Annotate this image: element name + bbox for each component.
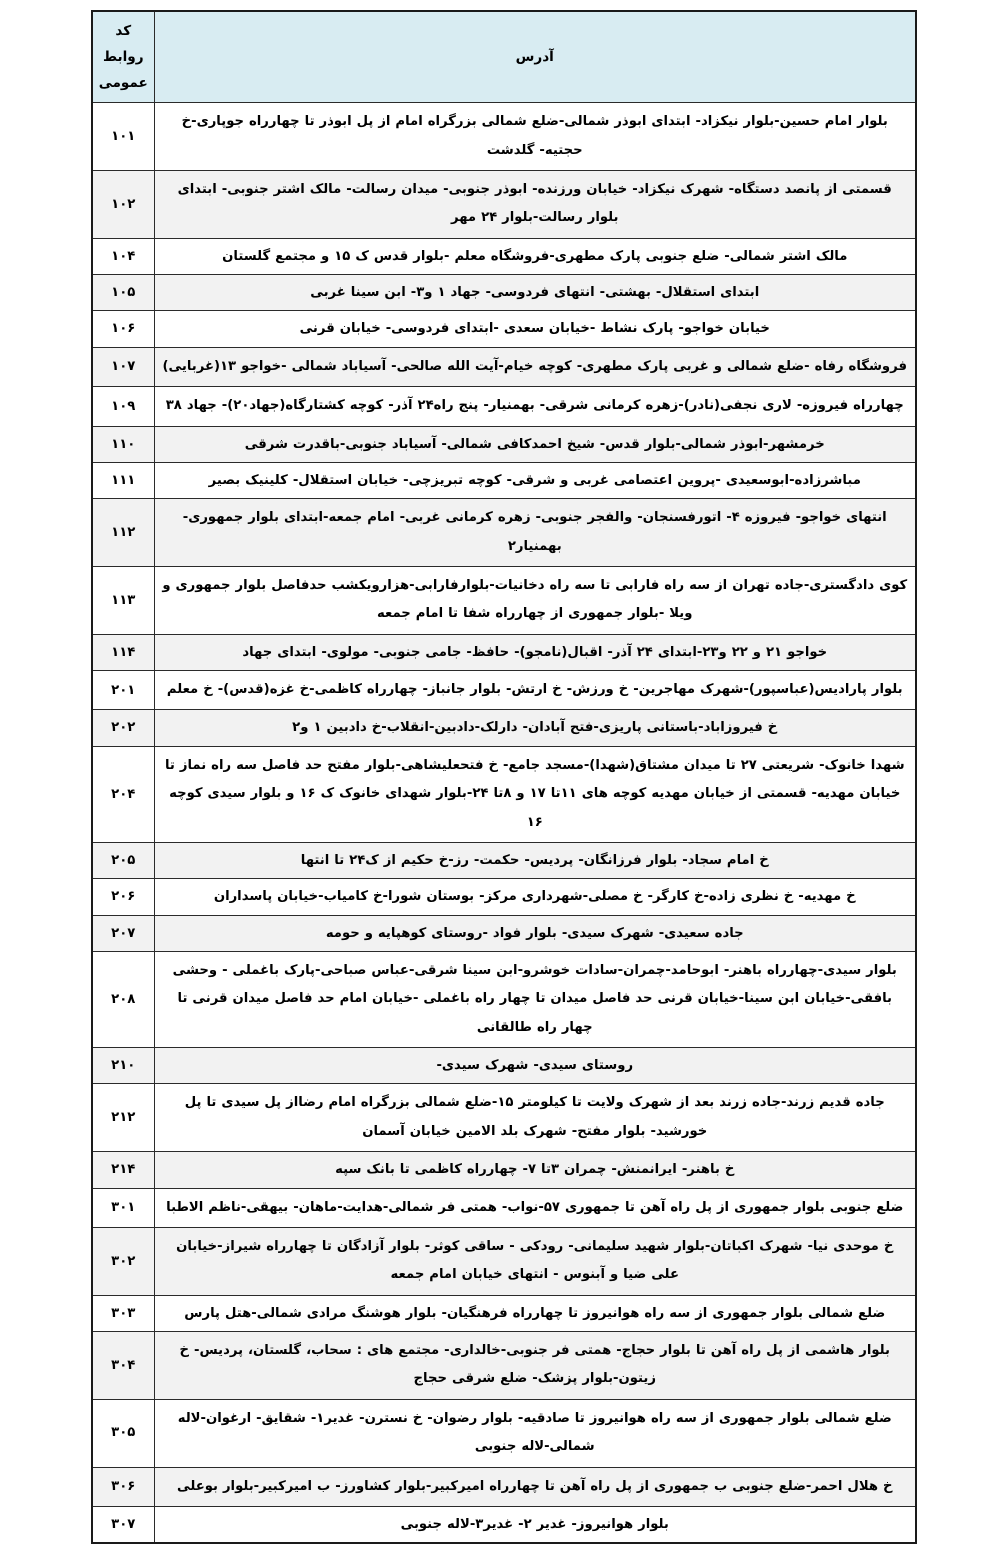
cell-address: کوی دادگستری-جاده تهران از سه راه فارابی تا سه راه دخانیات-بلوارفارابی-هزارویکشب حدفاصل بلوار جمهوری و ویلا -بلوار جمهوری از چهارراه شفا تا امام جمعه [154, 567, 916, 635]
table-row [92, 1295, 916, 1331]
cell-address: فروشگاه رفاه -ضلع شمالی و غربی پارک مطهری- کوچه خیام-آیت الله صالحی- آسیاباد شمالی -خواجو ۱۳(غربایی) [154, 347, 916, 386]
cell-address: خ فیروزاباد-باستانی پاریزی-فتح آبادان- دارلک-دادبین-انقلاب-خ دادبین ۱ و۲ [154, 710, 916, 746]
cell-code: ۲۰۵ [92, 842, 154, 878]
cell-address: خ موحدی نیا- شهرک اکباتان-بلوار شهید سلیمانی- رودکی - ساقی کوثر- بلوار آزادگان تا چهارراه شیراز-خیابان علی ضیا و آبنوس - انتهای خیابان امام جمعه [154, 1227, 916, 1295]
cell-address: خ امام سجاد- بلوار فرزانگان- پردیس- حکمت- رز-خ حکیم از ک۲۴ تا انتها [154, 842, 916, 878]
cell-address: جاده قدیم زرند-جاده زرند بعد از شهرک ولایت تا کیلومتر ۱۵-ضلع شمالی بزرگراه امام رضااز پل سیدی تا پل خورشید- بلوار مفتح- شهرک بلد الامین خیابان آسمان [154, 1084, 916, 1152]
table-row [92, 842, 916, 878]
table-row [92, 387, 916, 426]
cell-address: ضلع شمالی بلوار جمهوری از سه راه هوانیروز تا صادقیه- بلوار رضوان- خ نسترن- غدیر۱- شقایق- ارغوان-لاله شمالی-لاله جنوبی [154, 1399, 916, 1467]
table-row [92, 1188, 916, 1227]
cell-code: ۳۰۴ [92, 1332, 154, 1400]
cell-code: ۱۰۴ [92, 238, 154, 274]
table-row [92, 1227, 916, 1295]
table-row [92, 103, 916, 171]
cell-code: ۱۰۷ [92, 347, 154, 386]
table-row [92, 1332, 916, 1400]
cell-code: ۳۰۶ [92, 1467, 154, 1506]
cell-code: ۱۱۴ [92, 634, 154, 670]
column-header-code: کد روابط عمومی [92, 11, 154, 103]
cell-code: ۱۰۵ [92, 275, 154, 311]
cell-code: ۱۱۱ [92, 462, 154, 498]
table-body [92, 103, 916, 1543]
cell-address: مباشرزاده-ابوسعیدی -پروین اعتصامی غربی و شرقی- کوچه تبریزچی- خیابان استقلال- کلینیک بصیر [154, 462, 916, 498]
cell-address: بلوار سیدی-چهارراه باهنر- ابوحامد-چمران-سادات خوشرو-ابن سینا شرقی-عباس صباحی-پارک باغملی - وحشی بافقی-خیابان ابن سینا-خیابان قرنی حد فاصل میدان تا چهار راه باغملی -خیابان امام حد فاصل میدان قرنی تا چهار راه طالقانی [154, 951, 916, 1047]
table-header-row [92, 11, 916, 103]
table-row [92, 499, 916, 567]
cell-code: ۱۱۰ [92, 426, 154, 462]
cell-address: بلوار امام حسین-بلوار نیکزاد- ابتدای ابوذر شمالی-ضلع شمالی بزرگراه امام از پل ابوذر تا چهارراه جوپاری-خ حجتیه- گلدشت [154, 103, 916, 171]
cell-code: ۳۰۳ [92, 1295, 154, 1331]
table-row [92, 347, 916, 386]
cell-code: ۲۰۲ [92, 710, 154, 746]
cell-address: خ هلال احمر-ضلع جنوبی ب جمهوری از پل راه آهن تا چهارراه امیرکبیر-بلوار کشاورز- ب امیرکبیر-بلوار بوعلی [154, 1467, 916, 1506]
cell-address: خ مهدیه- خ نظری زاده-خ کارگر- خ مصلی-شهرداری مرکز- بوستان شورا-خ کامیاب-خیابان پاسداران [154, 879, 916, 915]
cell-address: ضلع جنوبی بلوار جمهوری از پل راه آهن تا جمهوری ۵۷-نواب- همتی فر شمالی-هدایت-ماهان- بیهقی-ناظم الاطبا [154, 1188, 916, 1227]
cell-address: بلوار پارادیس(عباسپور)-شهرک مهاجرین- خ ورزش- خ ارتش- بلوار جانباز- چهارراه کاظمی-خ غزه(قدس)- خ معلم [154, 671, 916, 710]
cell-code: ۳۰۵ [92, 1399, 154, 1467]
table-row [92, 1084, 916, 1152]
address-table [91, 10, 917, 1544]
cell-code: ۲۰۴ [92, 746, 154, 842]
cell-address: انتهای خواجو- فیروزه ۴- اتورفسنجان- والفجر جنوبی- زهره کرمانی غربی- امام جمعه-ابتدای بلوار جمهوری-بهمنیار۲ [154, 499, 916, 567]
table-row [92, 1152, 916, 1188]
cell-address: ضلع شمالی بلوار جمهوری از سه راه هوانیروز تا چهارراه فرهنگیان- بلوار هوشنگ مرادی شمالی-هتل پارس [154, 1295, 916, 1331]
cell-code: ۱۱۲ [92, 499, 154, 567]
table-row [92, 1399, 916, 1467]
cell-address: چهارراه فیروزه- لاری نجفی(نادر)-زهره کرمانی شرقی- بهمنیار- پنج راه۲۴ آذر- کوچه کشتارگاه(جهاد۲۰)- جهاد ۳۸ [154, 387, 916, 426]
cell-code: ۲۱۲ [92, 1084, 154, 1152]
cell-address: روستای سیدی- شهرک سیدی- [154, 1048, 916, 1084]
cell-code: ۲۰۶ [92, 879, 154, 915]
cell-code: ۱۰۶ [92, 311, 154, 347]
cell-address: خرمشهر-ابوذر شمالی-بلوار قدس- شیخ احمدکافی شمالی- آسیاباد جنوبی-باقدرت شرقی [154, 426, 916, 462]
table-row [92, 1506, 916, 1543]
table-row [92, 238, 916, 274]
cell-code: ۲۱۴ [92, 1152, 154, 1188]
table-row [92, 567, 916, 635]
table-row [92, 426, 916, 462]
cell-address: قسمتی از پانصد دستگاه- شهرک نیکزاد- خیابان ورزنده- ابوذر جنوبی- میدان رسالت- مالک اشتر جنوبی- ابتدای بلوار رسالت-بلوار ۲۴ مهر [154, 171, 916, 239]
cell-address: بلوار هوانیروز- غدیر ۲- غدیر۳-لاله جنوبی [154, 1506, 916, 1543]
table-row [92, 915, 916, 951]
table-row [92, 951, 916, 1047]
table-row [92, 171, 916, 239]
cell-address: شهدا خانوک- شریعتی ۲۷ تا میدان مشتاق(شهدا)-مسجد جامع- خ فتحعلیشاهی-بلوار مفتح حد فاصل سه راه نماز تا خیابان مهدیه- قسمتی از خیابان مهدیه کوچه های ۱۱تا ۱۷ و ۸تا ۲۴-بلوار شهدای خانوک ک ۱۶ و بلوار سیدی کوچه ۱۶ [154, 746, 916, 842]
table-row [92, 1467, 916, 1506]
cell-address: بلوار هاشمی از پل راه آهن تا بلوار حجاج- همتی فر جنوبی-خالداری- مجتمع های : سحاب، گلستان، پردیس- خ زیتون-بلوار پزشک- ضلع شرقی حجاج [154, 1332, 916, 1400]
cell-address: خواجو ۲۱ و ۲۲ و۲۳-ابتدای ۲۴ آذر- اقبال(نامجو)- حافظ- جامی جنوبی- مولوی- ابتدای جهاد [154, 634, 916, 670]
table-row [92, 1048, 916, 1084]
column-header-address: آدرس [154, 11, 916, 103]
table-row [92, 746, 916, 842]
cell-code: ۳۰۱ [92, 1188, 154, 1227]
cell-address: خیابان خواجو- پارک نشاط -خیابان سعدی -ابتدای فردوسی- خیابان قرنی [154, 311, 916, 347]
cell-code: ۲۰۷ [92, 915, 154, 951]
cell-code: ۱۰۹ [92, 387, 154, 426]
table-row [92, 879, 916, 915]
cell-code: ۲۰۱ [92, 671, 154, 710]
cell-code: ۳۰۷ [92, 1506, 154, 1543]
table-header [92, 11, 916, 103]
cell-code: ۲۰۸ [92, 951, 154, 1047]
cell-code: ۱۱۳ [92, 567, 154, 635]
cell-address: مالک اشتر شمالی- ضلع جنوبی پارک مطهری-فروشگاه معلم -بلوار قدس ک ۱۵ و مجتمع گلستان [154, 238, 916, 274]
cell-code: ۱۰۲ [92, 171, 154, 239]
table-row [92, 634, 916, 670]
table-row [92, 710, 916, 746]
cell-code: ۱۰۱ [92, 103, 154, 171]
table-row [92, 462, 916, 498]
cell-address: خ باهنر- ایرانمنش- چمران ۳تا ۷- چهارراه کاظمی تا بانک سپه [154, 1152, 916, 1188]
cell-code: ۲۱۰ [92, 1048, 154, 1084]
table-row [92, 275, 916, 311]
table-row [92, 311, 916, 347]
table-row [92, 671, 916, 710]
cell-address: ابتدای استقلال- بهشتی- انتهای فردوسی- جهاد ۱ و۳- ابن سینا غربی [154, 275, 916, 311]
address-table-container [93, 10, 917, 1544]
cell-code: ۳۰۲ [92, 1227, 154, 1295]
cell-address: جاده سعیدی- شهرک سیدی- بلوار فواد -روستای کوهپایه و حومه [154, 915, 916, 951]
